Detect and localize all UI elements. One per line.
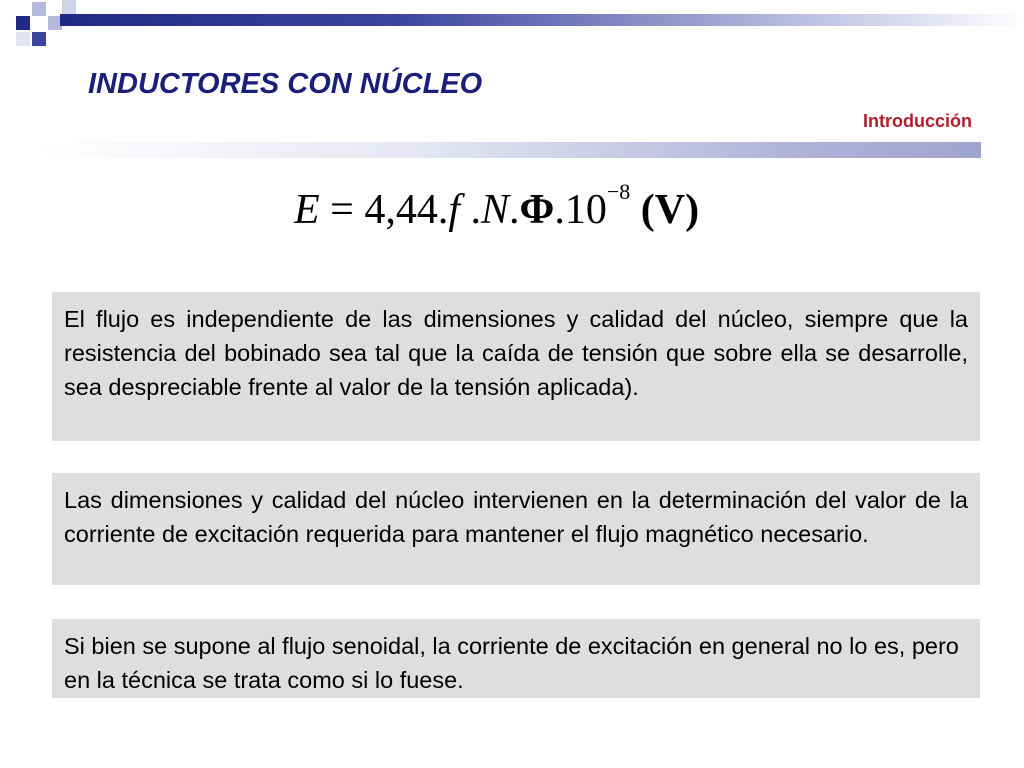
text-box-core-dimensions — [52, 473, 980, 585]
formula-flux: Φ — [519, 187, 555, 233]
formula-equals: = — [330, 187, 354, 233]
formula-base: 10 — [564, 187, 607, 233]
header-divider-bar — [38, 142, 981, 158]
formula-lhs: E — [294, 187, 320, 233]
decorative-square-4 — [32, 32, 46, 46]
formula-exponent: −8 — [606, 179, 631, 204]
decorative-square-6 — [62, 0, 76, 14]
formula-constant: 4,44. — [364, 187, 449, 233]
formula-dot-3: . — [554, 187, 565, 233]
decorative-square-1 — [16, 16, 30, 30]
formula-dot-2: . — [509, 187, 520, 233]
paragraph-1: El flujo es independiente de las dimensiones y calidad del núcleo, siempre que la resistencia del bobinado sea tal que la caída de tensión que sobre ella se desarrolle, sea despreciable frente al valor de la tensión aplicada). — [64, 306, 968, 400]
decorative-square-5 — [16, 32, 30, 46]
paragraph-2: Las dimensiones y calidad del núcleo intervienen en la determinación del valor de la corriente de excitación requerida para mantener el flujo magnético necesario. — [64, 487, 968, 547]
emf-formula — [294, 179, 700, 246]
formula-dot-1: . — [470, 187, 482, 233]
paragraph-3: Si bien se supone al flujo senoidal, la corriente de excitación en general no lo es, pero en la técnica se trata como si lo fuese. — [64, 633, 959, 693]
formula-unit: (V) — [640, 187, 700, 233]
top-accent-bar — [60, 14, 1024, 26]
formula-frequency: f — [448, 187, 461, 233]
text-box-flux-independence — [52, 292, 980, 441]
slide-title: INDUCTORES CON NÚCLEO — [88, 68, 483, 100]
formula-turns: N — [481, 187, 510, 233]
text-box-sinusoidal-flux — [52, 619, 980, 698]
decorative-square-2 — [32, 2, 46, 16]
slide-subtitle: Introducción — [863, 111, 972, 131]
